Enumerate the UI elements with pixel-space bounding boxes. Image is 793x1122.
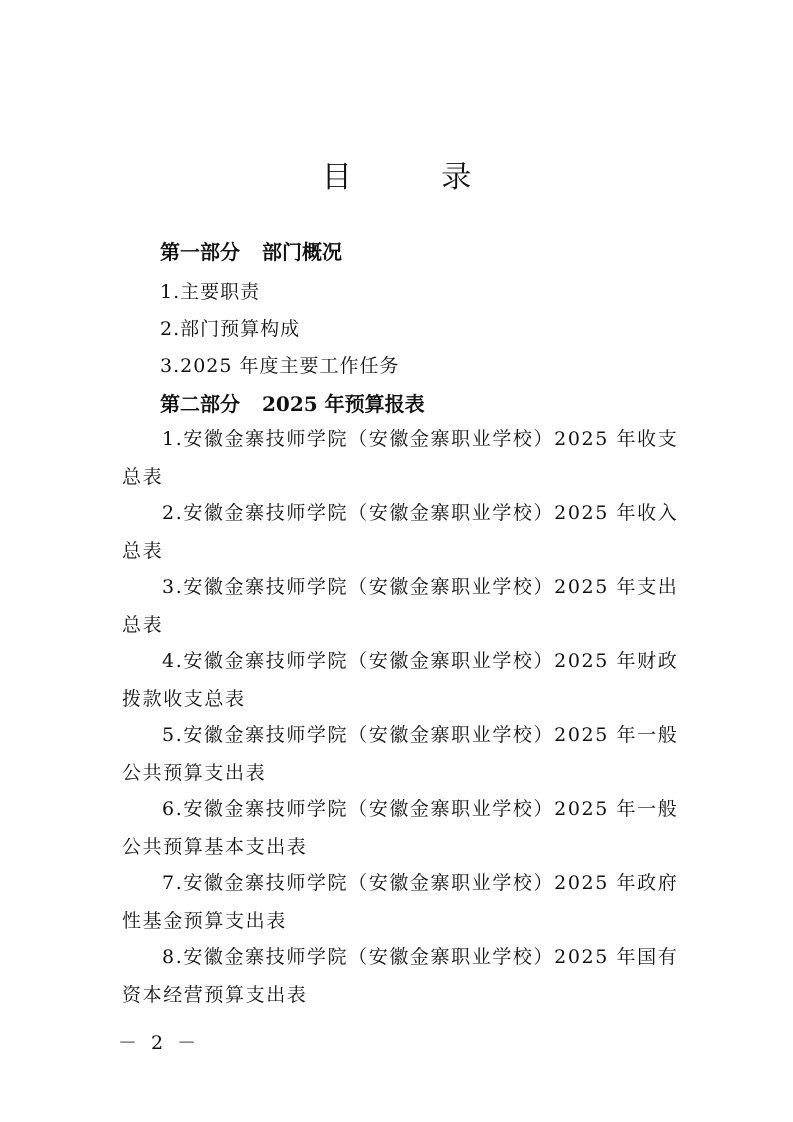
toc-item-3: 3.2025 年度主要工作任务 [160, 355, 400, 377]
toc-entry-7 [122, 864, 682, 940]
page-number: － 2 － [118, 1032, 201, 1054]
part1-title: 部门概况 [262, 240, 342, 264]
toc-entry-line1: 5.安徽金寨技师学院（安徽金寨职业学校）2025 年一般 [162, 724, 679, 746]
toc-entry-line2: 资本经营预算支出表 [122, 984, 308, 1006]
toc-entry-4 [122, 642, 682, 718]
toc-entry-1 [122, 420, 682, 496]
toc-entry-line2: 总表 [122, 614, 164, 636]
toc-entry-8 [122, 938, 682, 1014]
toc-entry-line2: 公共预算基本支出表 [122, 836, 308, 858]
toc-entry-6 [122, 790, 682, 866]
toc-item-1: 1.主要职责 [160, 281, 261, 303]
toc-entry-line2: 公共预算支出表 [122, 762, 267, 784]
part1-label: 第一部分 [160, 240, 240, 264]
toc-entry-line1: 4.安徽金寨技师学院（安徽金寨职业学校）2025 年财政 [162, 650, 679, 672]
part2-heading [160, 388, 425, 417]
toc-entry-line2: 性基金预算支出表 [122, 910, 287, 932]
toc-entry-line1: 7.安徽金寨技师学院（安徽金寨职业学校）2025 年政府 [162, 872, 679, 894]
toc-entry-line2: 拨款收支总表 [122, 688, 246, 710]
part2-title: 2025 年预算报表 [262, 392, 425, 416]
toc-entry-line1: 3.安徽金寨技师学院（安徽金寨职业学校）2025 年支出 [162, 576, 679, 598]
toc-entry-line2: 总表 [122, 466, 164, 488]
toc-entry-line1: 6.安徽金寨技师学院（安徽金寨职业学校）2025 年一般 [162, 798, 679, 820]
toc-entry-line2: 总表 [122, 540, 164, 562]
toc-entry-3 [122, 568, 682, 644]
toc-entry-line1: 8.安徽金寨技师学院（安徽金寨职业学校）2025 年国有 [162, 946, 679, 968]
toc-entry-line1: 1.安徽金寨技师学院（安徽金寨职业学校）2025 年收支 [162, 428, 679, 450]
part2-label: 第二部分 [160, 392, 240, 416]
toc-entry-5 [122, 716, 682, 792]
part1-heading [160, 236, 342, 265]
toc-entry-2 [122, 494, 682, 570]
page-title: 目 录 [321, 160, 512, 195]
toc-item-2: 2.部门预算构成 [160, 318, 301, 340]
toc-entry-line1: 2.安徽金寨技师学院（安徽金寨职业学校）2025 年收入 [162, 502, 679, 524]
